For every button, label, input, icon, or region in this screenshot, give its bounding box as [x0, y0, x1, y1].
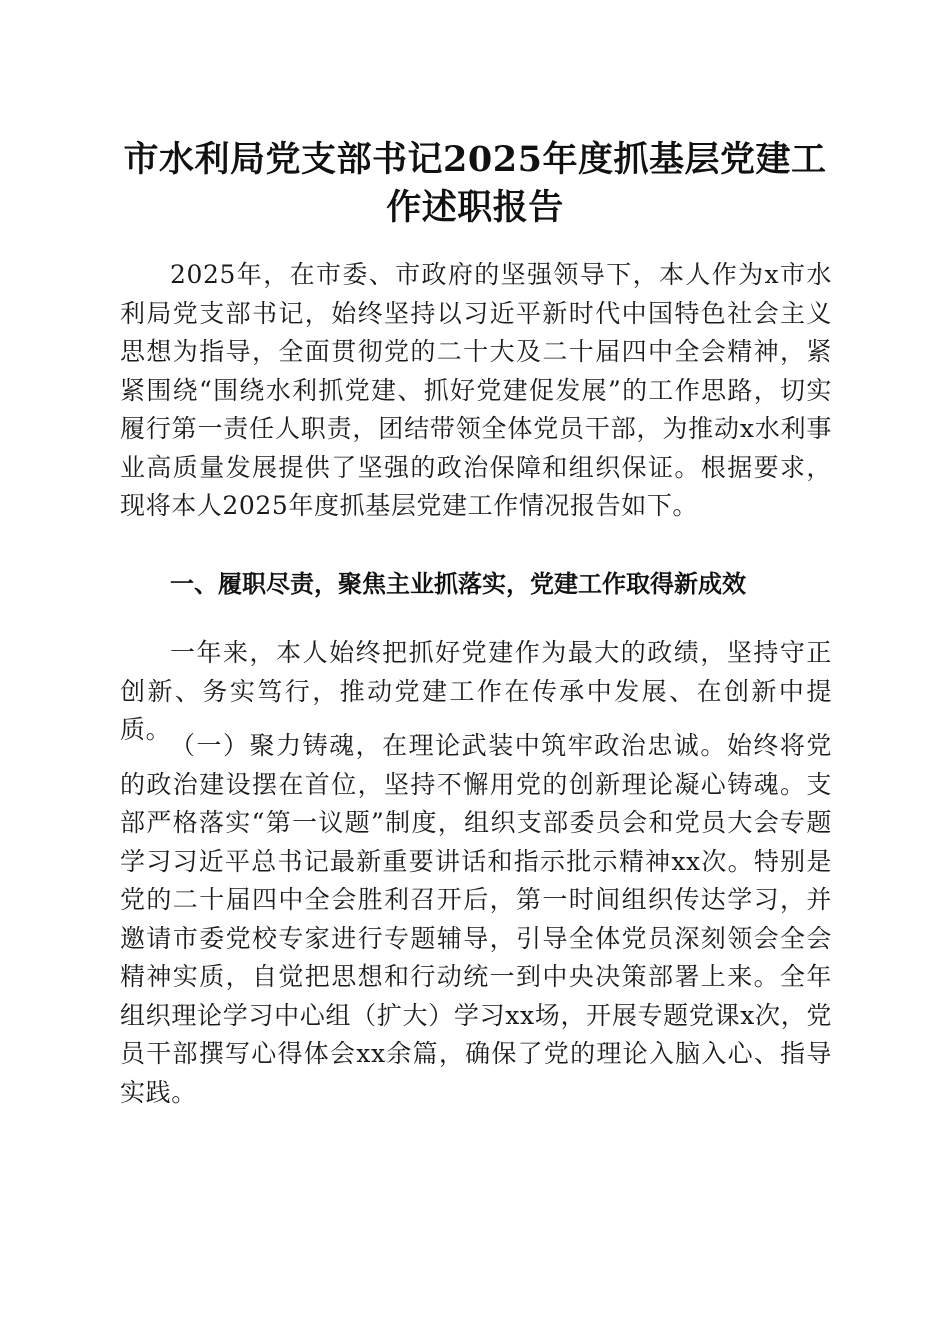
intro-paragraph: 2025年，在市委、市政府的坚强领导下，本人作为x市水利局党支部书记，始终坚持以习近平新时代中国特色社会主义思想为指导，全面贯彻党的二十大及二十届四中全会精神，紧紧围绕“围绕水利抓党建、抓好党建促发展”的工作思路，切实履行第一责任人职责，团结带领全体党员干部，为推动x水利事业高质量发展提供了坚强的政治保障和组织保证。根据要求，现将本人2025年度抓基层党建工作情况报告如下。: [120, 260, 832, 520]
subsection-1-heading: （一）聚力铸魂，在理论武装中筑牢政治忠诚。: [170, 731, 727, 760]
subsection-1-paragraph: [120, 727, 832, 1112]
title-line-1: 市水利局党支部书记2025年度抓基层党建工: [123, 139, 827, 180]
subsection-1-body: 始终将党的政治建设摆在首位，坚持不懈用党的创新理论凝心铸魂。支部严格落实“第一议题”制度，组织支部委员会和党员大会专题学习习近平总书记最新重要讲话和指示批示精神xx次。特别是党的二十届四中全会胜利召开后，第一时间组织传达学习，并邀请市委党校专家进行专题辅导，引导全体党员深刻领会全会精神实质，自觉把思想和行动统一到中央决策部署上来。全年组织理论学习中心组（扩大）学习xx场，开展专题党课x次，党员干部撰写心得体会xx余篇，确保了党的理论入脑入心、指导实践。: [120, 731, 832, 1107]
title-line-2: 作述职报告: [386, 187, 564, 228]
document-title: [110, 136, 840, 232]
section-1-paragraph: 一年来，本人始终把抓好党建作为最大的政绩，坚持守正创新、务实笃行，推动党建工作在传承中发展、在创新中提质。: [120, 638, 832, 744]
section-1-heading: 一、履职尽责，聚焦主业抓落实，党建工作取得新成效: [170, 570, 746, 598]
